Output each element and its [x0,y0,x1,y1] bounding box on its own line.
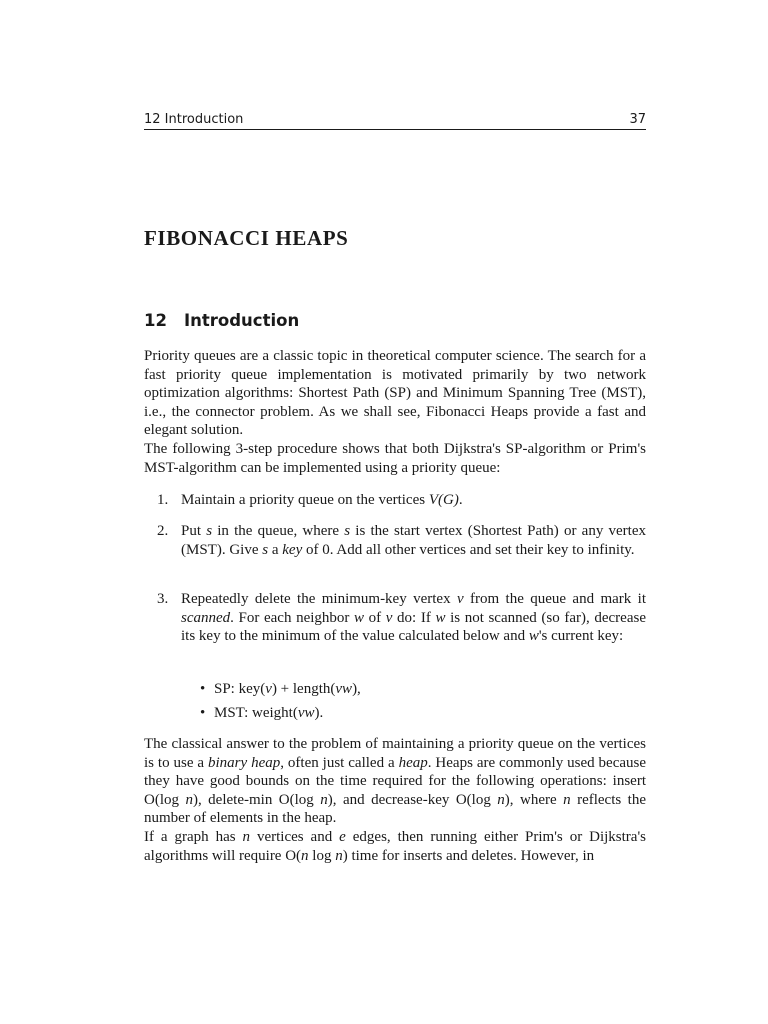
text-run: ) + length( [271,681,336,697]
text-run: from the queue and mark it [463,591,646,607]
math-run: v [265,681,272,697]
math-run: w [354,609,365,626]
section-title: Introduction [184,311,300,330]
text-run: ). [314,705,324,721]
list-marker: 3. [157,591,169,607]
paragraph-1: Priority queues are a classic topic in theoretical computer science. The search for a fast priority queue implementation is motivated primarily by two network optimization algorithms: Shortest Path (SP) and Minimum Spanning Tree (MST), i.e., the connector problem. As we shall see, Fibonacci Heaps provide a fast and elegant solution. [144,348,646,439]
text-run: Repeatedly delete the minimum-key vertex [181,591,457,607]
bullet-marker: • [200,705,206,721]
math-run: e [339,828,346,845]
list-marker: 1. [157,492,169,508]
emphasis-run: heap [398,754,428,771]
text-run: Put [181,523,207,539]
bullet-list [200,680,640,699]
math-run: s [262,541,269,558]
math-run: n [497,791,505,808]
list-marker: 2. [157,523,169,539]
math-run: v [456,591,464,607]
math-run: n [242,828,251,845]
paragraph-3 [144,735,646,828]
text-run: ), [352,681,361,697]
math-run: w [528,628,539,645]
emphasis-run: key [282,541,303,558]
paragraph-4 [144,828,646,865]
text-run: edges, then running either Prim's or Dijkstra's algorithms will require O( [144,828,646,864]
text-run: If a graph has [144,828,243,845]
procedure-list-2 [144,522,646,559]
bullet-item [200,704,640,723]
text-run: do: If [392,609,436,626]
text-run: ), where [504,791,564,808]
list-item [144,491,646,510]
text-run: MST: weight( [214,705,298,721]
math-run: s [344,523,351,539]
bullet-list-2 [200,704,640,723]
bullet-item [200,680,640,699]
closing-paragraphs [144,735,646,865]
math-run: n [335,847,343,864]
math-run: v [385,609,393,626]
running-head [144,111,646,129]
section-heading [144,311,299,330]
math-run: vw [335,681,353,697]
text-run: . [458,492,463,508]
text-run: of [364,609,386,626]
text-run: , often just called a [280,754,399,771]
text-run: a [268,541,283,558]
text-run: SP: key( [214,681,266,697]
header-rule [144,129,646,130]
section-number: 12 [144,311,167,330]
text-run: log [308,847,336,864]
bullet-marker: • [200,681,206,697]
math-run: vw [297,705,315,721]
text-run: Maintain a priority queue on the vertices [181,492,429,508]
math-run: n [563,791,571,808]
emphasis-run: scanned [181,609,231,626]
procedure-list [144,491,646,510]
text-run: ) time for inserts and deletes. However, in [342,847,595,864]
list-item [144,590,646,646]
text-run: . For each neighbor [230,609,354,626]
text-run: vertices and [250,828,340,845]
text-run: 's current key: [538,628,624,645]
text-run: is not scanned (so far), decrease its key to the minimum of the value calculated below and [181,609,646,645]
math-run: n [185,791,193,808]
math-run: n [320,791,328,808]
text-run: ), delete-min O(log [192,791,321,808]
emphasis-run: binary heap [208,754,281,771]
running-head-section: 12 Introduction [144,112,244,127]
text-run: of 0. Add all other vertices and set their key to infinity. [302,541,635,558]
text-run: reflects the number of elements in the heap. [144,791,646,827]
math-run: s [206,523,213,539]
procedure-list-3 [144,590,646,646]
text-run: The classical answer to the problem of maintaining a priority queue on the vertices is to use a [144,736,646,771]
paragraph-2: The following 3-step procedure shows that both Dijkstra's SP-algorithm or Prim's MST-algorithm can be implemented using a priority queue: [144,440,646,476]
text-run: . Heaps are commonly used because they have good bounds on the time required for the following operations: insert O(log [144,754,647,808]
text-run: is the start vertex (Shortest Path) or any vertex (MST). Give [181,523,646,558]
page-number: 37 [629,112,646,127]
text-run: in the queue, where [212,523,345,539]
chapter-title: FIBONACCI HEAPS [144,226,349,250]
text-run: ), and decrease-key O(log [327,791,498,808]
math-run: n [301,847,309,864]
list-item [144,522,646,559]
math-run: w [435,609,446,626]
math-run: V(G) [428,492,459,508]
intro-paragraphs [144,347,646,477]
